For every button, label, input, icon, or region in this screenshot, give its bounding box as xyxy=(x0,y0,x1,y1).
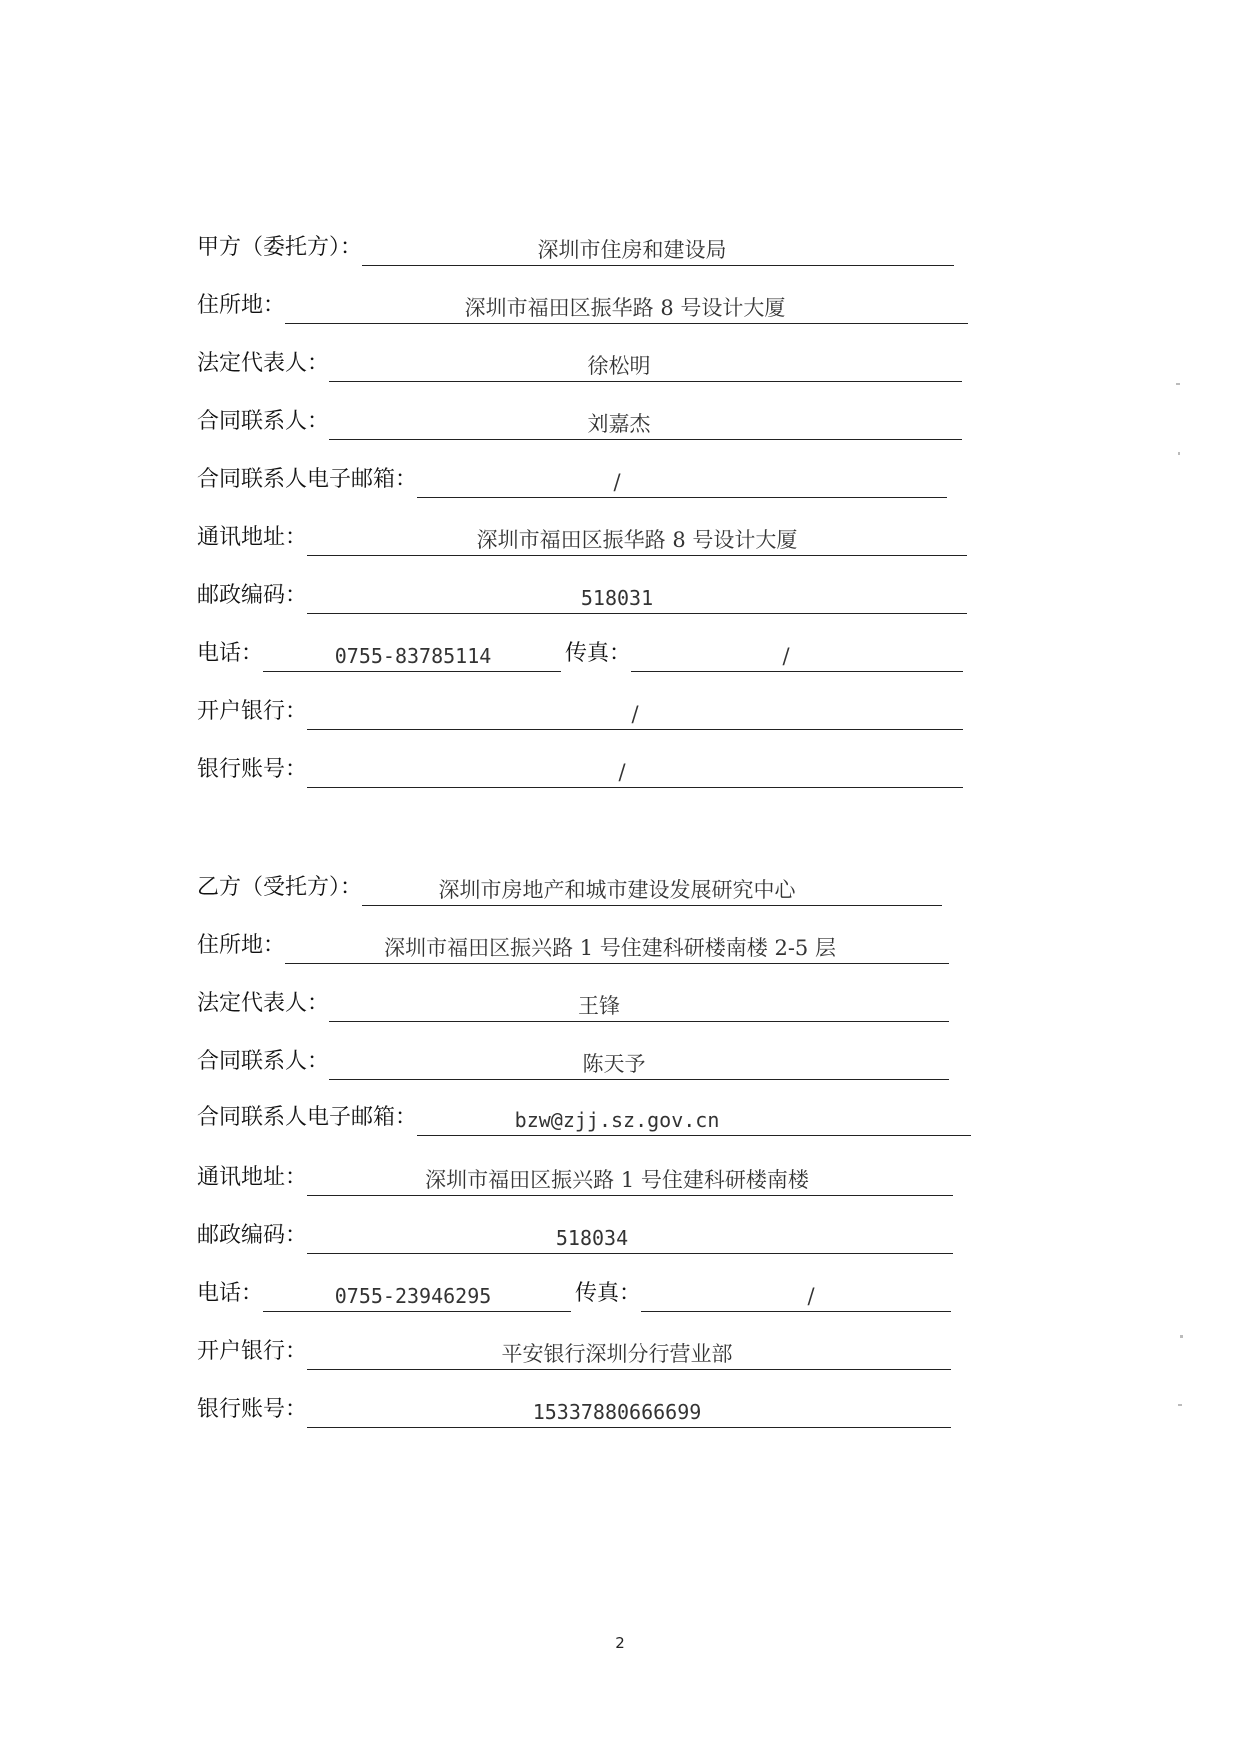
party-b-account-row xyxy=(197,1392,951,1428)
party-a-legal-rep-row xyxy=(197,346,962,382)
scan-speck xyxy=(1178,452,1180,455)
party-a-bank-label: 开户银行： xyxy=(197,699,308,724)
party-a-email-field xyxy=(417,468,947,498)
party-a-bank-row xyxy=(197,694,963,730)
party-a-legal-rep-value: 徐松明 xyxy=(587,354,651,378)
party-a-postcode-field xyxy=(307,584,967,614)
party-b-bank-value: 平安银行深圳分行营业部 xyxy=(501,1342,733,1366)
party-b-legal-rep-label: 法定代表人： xyxy=(197,991,330,1016)
scan-speck xyxy=(1176,383,1180,385)
party-b-phone-label: 电话： xyxy=(197,1281,264,1306)
party-a-title-row xyxy=(197,230,954,266)
party-a-title-value: 深圳市住房和建设局 xyxy=(537,238,727,262)
party-b-address-field xyxy=(285,934,949,964)
party-a-phone-label: 电话： xyxy=(197,641,264,666)
party-b-fax-label: 传真： xyxy=(575,1281,642,1306)
party-b-postcode-value: 518034 xyxy=(555,1226,629,1250)
party-a-legal-rep-label: 法定代表人： xyxy=(197,351,330,376)
party-a-address-field xyxy=(285,294,968,324)
party-a-contact-field xyxy=(329,410,962,440)
party-b-phone-field xyxy=(263,1282,571,1312)
party-b-title-field xyxy=(362,876,942,906)
party-b-mail-address-label: 通讯地址： xyxy=(197,1165,308,1190)
scan-speck xyxy=(1178,1404,1182,1406)
party-a-bank-value: / xyxy=(631,702,639,726)
party-b-address-value: 深圳市福田区振兴路 1 号住建科研楼南楼 2-5 层 xyxy=(384,936,836,960)
party-a-address-label: 住所地： xyxy=(197,293,286,318)
party-b-legal-rep-row xyxy=(197,986,949,1022)
party-b-contact-row xyxy=(197,1044,949,1080)
party-a-phone-value: 0755-83785114 xyxy=(334,644,492,668)
party-a-address-value: 深圳市福田区振华路 8 号设计大厦 xyxy=(464,296,786,320)
party-a-mail-address-row xyxy=(197,520,967,556)
party-a-email-row xyxy=(197,462,947,498)
party-b-email-field xyxy=(417,1106,971,1136)
party-b-title-value: 深圳市房地产和城市建设发展研究中心 xyxy=(438,878,796,902)
party-a-fax-field xyxy=(631,642,963,672)
party-b-address-row xyxy=(197,928,949,964)
party-a-contact-row xyxy=(197,404,962,440)
party-a-account-value: / xyxy=(618,760,626,784)
party-b-email-label: 合同联系人电子邮箱： xyxy=(197,1105,418,1130)
party-a-fax-value: / xyxy=(782,644,790,668)
party-b-bank-row xyxy=(197,1334,951,1370)
party-a-fax-label: 传真： xyxy=(565,641,632,666)
party-a-phone-row xyxy=(197,636,963,672)
party-a-postcode-row xyxy=(197,578,967,614)
party-b-phone-row xyxy=(197,1276,951,1312)
party-b-fax-field xyxy=(641,1282,951,1312)
party-b-account-value: 15337880666699 xyxy=(532,1400,702,1424)
party-b-postcode-field xyxy=(307,1224,953,1254)
party-b-bank-field xyxy=(307,1340,951,1370)
party-b-legal-rep-value: 王锋 xyxy=(578,994,621,1018)
party-b-legal-rep-field xyxy=(329,992,949,1022)
party-b-bank-label: 开户银行： xyxy=(197,1339,308,1364)
party-b-email-value: bzw@zjj.sz.gov.cn xyxy=(514,1108,720,1132)
party-a-phone-field xyxy=(263,642,561,672)
party-b-mail-address-value: 深圳市福田区振兴路 1 号住建科研楼南楼 xyxy=(425,1168,809,1192)
party-b-contact-value: 陈天予 xyxy=(582,1052,646,1076)
party-a-mail-address-value: 深圳市福田区振华路 8 号设计大厦 xyxy=(476,528,798,552)
party-a-title-label: 甲方（委托方）： xyxy=(197,235,363,260)
party-b-email-row xyxy=(197,1100,971,1136)
party-a-email-label: 合同联系人电子邮箱： xyxy=(197,467,418,492)
party-b-mail-address-field xyxy=(307,1166,953,1196)
party-a-mail-address-field xyxy=(307,526,967,556)
party-a-account-row xyxy=(197,752,963,788)
party-a-address-row xyxy=(197,288,968,324)
party-b-title-row xyxy=(197,870,942,906)
party-b-postcode-row xyxy=(197,1218,953,1254)
party-a-bank-field xyxy=(307,700,963,730)
party-b-postcode-label: 邮政编码： xyxy=(197,1223,308,1248)
party-a-mail-address-label: 通讯地址： xyxy=(197,525,308,550)
party-b-account-field xyxy=(307,1398,951,1428)
page-number: 2 xyxy=(615,1634,625,1652)
party-a-account-field xyxy=(307,758,963,788)
party-b-mail-address-row xyxy=(197,1160,953,1196)
party-b-title-label: 乙方（受托方）： xyxy=(197,875,363,900)
party-a-title-field xyxy=(362,236,954,266)
party-a-postcode-value: 518031 xyxy=(580,586,654,610)
party-b-contact-field xyxy=(329,1050,949,1080)
party-b-contact-label: 合同联系人： xyxy=(197,1049,330,1074)
scan-speck xyxy=(1180,1335,1183,1338)
party-a-contact-label: 合同联系人： xyxy=(197,409,330,434)
party-b-account-label: 银行账号： xyxy=(197,1397,308,1422)
party-b-address-label: 住所地： xyxy=(197,933,286,958)
party-a-email-value: / xyxy=(613,470,621,494)
party-a-legal-rep-field xyxy=(329,352,962,382)
party-b-phone-value: 0755-23946295 xyxy=(334,1284,492,1308)
party-a-contact-value: 刘嘉杰 xyxy=(587,412,651,436)
party-b-fax-value: / xyxy=(807,1284,815,1308)
party-a-postcode-label: 邮政编码： xyxy=(197,583,308,608)
party-a-account-label: 银行账号： xyxy=(197,757,308,782)
